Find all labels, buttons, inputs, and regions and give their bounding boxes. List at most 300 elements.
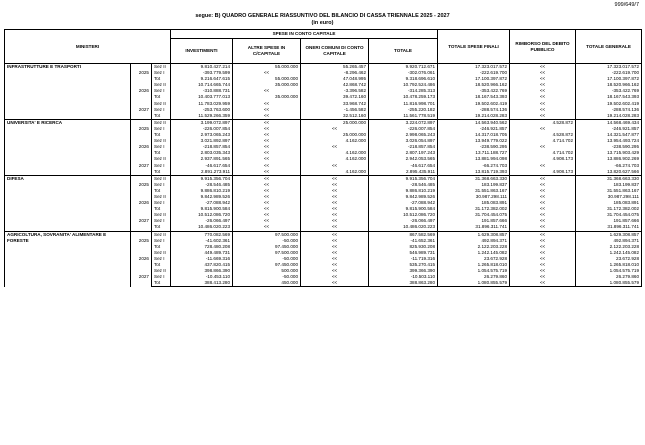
altre-spese-cell: 450.000: [233, 280, 301, 287]
oneri-comuni-cell: -8.296.462: [301, 70, 369, 76]
rimborso-debito-cell: <<: [510, 88, 576, 94]
row-label: Sez I: [152, 163, 171, 169]
rimborso-debito-cell: <<: [510, 82, 576, 88]
totale-generale-cell: 31.896.311.741: [576, 224, 642, 231]
totale-spese-finali-cell: 26.279.860: [438, 274, 510, 280]
altre-spese-cell: <<: [233, 138, 301, 144]
altre-spese-cell: <<: [233, 218, 301, 224]
oneri-comuni-cell: 25.000.000: [301, 132, 369, 138]
totale-generale-cell: 13.886.902.269: [576, 156, 642, 162]
oneri-comuni-cell: -1.456.582: [301, 107, 369, 113]
totale-cell: 11.561.778.519: [369, 113, 438, 120]
oneri-comuni-cell: <<: [301, 163, 369, 169]
ministry-name: AGRICOLTURA, SOVRANITA' ALIMENTARE E FORESTE: [5, 231, 131, 287]
year-cell: 2025: [131, 175, 152, 194]
totale-spese-finali-cell: 31.368.663.330: [438, 175, 510, 182]
row-label: Tot: [152, 224, 171, 231]
totale-spese-finali-cell: 1.629.308.857: [438, 231, 510, 238]
totale-spese-finali-cell: 17.100.397.872: [438, 76, 510, 82]
rimborso-debito-cell: 4.714.702: [510, 138, 576, 144]
totale-generale-cell: 185.083.891: [576, 200, 642, 206]
year-cell: 2026: [131, 82, 152, 100]
year-cell: 2027: [131, 156, 152, 175]
oneri-comuni-cell: 4.162.000: [301, 138, 369, 144]
oneri-comuni-cell: <<: [301, 206, 369, 212]
row-label: Sez II: [152, 156, 171, 162]
totale-spese-finali-cell: -222.619.700: [438, 70, 510, 76]
totale-spese-finali-cell: 19.214.028.283: [438, 113, 510, 120]
rimborso-debito-cell: <<: [510, 64, 576, 71]
totale-generale-cell: 13.954.493.724: [576, 138, 642, 144]
oneri-comuni-cell: <<: [301, 218, 369, 224]
totale-spese-finali-cell: 31.172.382.002: [438, 206, 510, 212]
investimenti-cell: 398.866.390: [171, 268, 233, 274]
table-row: [5, 119, 642, 126]
rimborso-debito-cell: <<: [510, 144, 576, 150]
ministry-name: INFRASTRUTTURE E TRASPORTI: [5, 64, 131, 120]
oneri-comuni-cell: <<: [301, 144, 369, 150]
totale-cell: 388.863.280: [369, 280, 438, 287]
totale-spese-finali-cell: 23.672.928: [438, 256, 510, 262]
title-line: segue: B) QUADRO GENERALE RIASSUNTIVO DEL BILANCIO DI CASSA TRIENNALE 2025 - 2027: [195, 13, 450, 19]
totale-spese-finali-cell: 30.987.298.111: [438, 194, 510, 200]
row-label: Tot: [152, 76, 171, 82]
totale-generale-cell: -246.921.857: [576, 126, 642, 132]
totale-generale-cell: 17.323.017.572: [576, 64, 642, 71]
table-row: [5, 231, 642, 238]
investimenti-cell: 449.489.731: [171, 250, 233, 256]
row-label: Tot: [152, 150, 171, 156]
totale-spese-finali-cell: -238.590.295: [438, 144, 510, 150]
oneri-comuni-cell: <<: [301, 194, 369, 200]
totale-spese-finali-cell: 14.317.018.705: [438, 132, 510, 138]
row-label: Tot: [152, 244, 171, 250]
rimborso-debito-cell: <<: [510, 244, 576, 250]
row-label: Sez I: [152, 274, 171, 280]
investimenti-cell: 11.783.029.959: [171, 101, 233, 107]
altre-spese-cell: <<: [233, 126, 301, 132]
altre-spese-cell: -50.000: [233, 274, 301, 280]
row-label: Sez II: [152, 119, 171, 126]
row-label: Tot: [152, 262, 171, 268]
rimborso-debito-cell: <<: [510, 280, 576, 287]
totale-generale-cell: 1.265.818.010: [576, 262, 642, 268]
year-cell: 2025: [131, 64, 152, 83]
altre-spese-cell: 55.000.000: [233, 76, 301, 82]
totale-generale-cell: -66.274.703: [576, 163, 642, 169]
totale-generale-cell: 13.820.627.566: [576, 169, 642, 176]
totale-cell: -26.066.497: [369, 218, 438, 224]
totale-generale-cell: 13.715.903.429: [576, 150, 642, 156]
rimborso-debito-cell: <<: [510, 200, 576, 206]
oneri-comuni-cell: <<: [301, 268, 369, 274]
rimborso-debito-cell: <<: [510, 224, 576, 231]
totale-spese-finali-cell: 185.083.891: [438, 200, 510, 206]
row-label: Sez I: [152, 182, 171, 188]
row-label: Sez I: [152, 218, 171, 224]
altre-spese-cell: <<: [233, 182, 301, 188]
row-label: Tot: [152, 206, 171, 212]
row-label: Sez I: [152, 144, 171, 150]
rimborso-debito-cell: <<: [510, 256, 576, 262]
header-totale-spese-finali: TOTALE SPESE FINALI: [438, 30, 510, 64]
altre-spese-cell: <<: [233, 88, 301, 94]
totale-spese-finali-cell: 13.949.779.022: [438, 138, 510, 144]
totale-generale-cell: 2.122.203.228: [576, 244, 642, 250]
oneri-comuni-cell: 4.162.000: [301, 150, 369, 156]
totale-spese-finali-cell: -66.274.703: [438, 163, 510, 169]
investimenti-cell: 9.886.810.219: [171, 188, 233, 194]
header-rimborso-debito: RIMBORSO DEL DEBITO PUBBLICO: [510, 30, 576, 64]
budget-table: [4, 29, 642, 287]
totale-cell: 2.895.435.911: [369, 169, 438, 176]
rimborso-debito-cell: <<: [510, 194, 576, 200]
year-cell: 2027: [131, 101, 152, 120]
rimborso-debito-cell: <<: [510, 94, 576, 100]
altre-spese-cell: 97.500.000: [233, 231, 301, 238]
totale-cell: 9.920.712.671: [369, 64, 438, 71]
rimborso-debito-cell: <<: [510, 268, 576, 274]
rimborso-debito-cell: <<: [510, 182, 576, 188]
oneri-comuni-cell: <<: [301, 224, 369, 231]
totale-generale-cell: 31.704.454.075: [576, 212, 642, 218]
investimenti-cell: 10.714.665.744: [171, 82, 233, 88]
row-label: Sez II: [152, 64, 171, 71]
totale-cell: -11.719.316: [369, 256, 438, 262]
totale-generale-cell: 17.100.397.872: [576, 76, 642, 82]
altre-spese-cell: 35.000.000: [233, 94, 301, 100]
altre-spese-cell: <<: [233, 150, 301, 156]
totale-cell: 399.366.390: [369, 268, 438, 274]
investimenti-cell: -226.007.854: [171, 126, 233, 132]
altre-spese-cell: <<: [233, 156, 301, 162]
oneri-comuni-cell: <<: [301, 280, 369, 287]
altre-spese-cell: <<: [233, 194, 301, 200]
altre-spese-cell: -50.000: [233, 238, 301, 244]
investimenti-cell: 9.842.989.526: [171, 194, 233, 200]
altre-spese-cell: <<: [233, 169, 301, 176]
rimborso-debito-cell: 4.528.872: [510, 119, 576, 126]
totale-spese-finali-cell: 1.242.145.082: [438, 250, 510, 256]
row-label: Sez I: [152, 126, 171, 132]
totale-cell: 3.224.072.897: [369, 119, 438, 126]
table-row: [5, 64, 642, 71]
investimenti-cell: -41.602.361: [171, 238, 233, 244]
row-label: Tot: [152, 188, 171, 194]
rimborso-debito-cell: <<: [510, 212, 576, 218]
totale-spese-finali-cell: -288.574.136: [438, 107, 510, 113]
rimborso-debito-cell: <<: [510, 107, 576, 113]
row-label: Sez II: [152, 212, 171, 218]
totale-cell: 535.270.415: [369, 262, 438, 268]
totale-generale-cell: 23.672.928: [576, 256, 642, 262]
title-unit: (in euro): [311, 20, 334, 26]
totale-spese-finali-cell: -353.422.769: [438, 88, 510, 94]
totale-spese-finali-cell: 17.323.017.572: [438, 64, 510, 71]
totale-cell: 9.815.900.584: [369, 206, 438, 212]
totale-cell: 546.989.731: [369, 250, 438, 256]
totale-cell: -226.007.854: [369, 126, 438, 132]
table-body: [5, 64, 642, 287]
rimborso-debito-cell: <<: [510, 231, 576, 238]
oneri-comuni-cell: <<: [301, 274, 369, 280]
totale-cell: 9.886.810.219: [369, 188, 438, 194]
investimenti-cell: 2.937.891.565: [171, 156, 233, 162]
row-label: Tot: [152, 113, 171, 120]
oneri-comuni-cell: 4.162.000: [301, 169, 369, 176]
oneri-comuni-cell: 55.265.457: [301, 64, 369, 71]
rimborso-debito-cell: 4.528.872: [510, 132, 576, 138]
totale-generale-cell: 19.214.028.283: [576, 113, 642, 120]
oneri-comuni-cell: 33.968.742: [301, 101, 369, 107]
oneri-comuni-cell: <<: [301, 244, 369, 250]
row-label: Tot: [152, 280, 171, 287]
altre-spese-cell: <<: [233, 163, 301, 169]
investimenti-cell: 9.915.356.704: [171, 175, 233, 182]
rimborso-debito-cell: <<: [510, 218, 576, 224]
rimborso-debito-cell: <<: [510, 101, 576, 107]
totale-spese-finali-cell: 1.080.855.579: [438, 280, 510, 287]
investimenti-cell: -393.779.599: [171, 70, 233, 76]
totale-generale-cell: 26.279.860: [576, 274, 642, 280]
totale-cell: 11.816.998.701: [369, 101, 438, 107]
altre-spese-cell: <<: [233, 101, 301, 107]
header-ministeri: MINISTERI: [5, 30, 171, 64]
rimborso-debito-cell: <<: [510, 76, 576, 82]
totale-spese-finali-cell: 18.520.966.162: [438, 82, 510, 88]
investimenti-cell: -27.088.942: [171, 200, 233, 206]
row-label: Tot: [152, 132, 171, 138]
altre-spese-cell: <<: [233, 175, 301, 182]
totale-cell: 9.915.356.704: [369, 175, 438, 182]
totale-cell: 2.942.053.565: [369, 156, 438, 162]
oneri-comuni-cell: <<: [301, 182, 369, 188]
investimenti-cell: 10.486.020.223: [171, 224, 233, 231]
totale-cell: -314.285.313: [369, 88, 438, 94]
oneri-comuni-cell: <<: [301, 250, 369, 256]
totale-generale-cell: 14.568.469.434: [576, 119, 642, 126]
totale-cell: 9.318.696.610: [369, 76, 438, 82]
rimborso-debito-cell: <<: [510, 113, 576, 120]
altre-spese-cell: <<: [233, 224, 301, 231]
totale-spese-finali-cell: 13.881.994.098: [438, 156, 510, 162]
investimenti-cell: 770.082.569: [171, 231, 233, 238]
totale-spese-finali-cell: 1.054.575.719: [438, 268, 510, 274]
altre-spese-cell: 55.000.000: [233, 64, 301, 71]
ministry-name: UNIVERSITA' E RICERCA: [5, 119, 131, 175]
totale-cell: 9.842.989.526: [369, 194, 438, 200]
totale-cell: -41.652.361: [369, 238, 438, 244]
header-oneri-comuni: ONERI COMUNI DI CONTO CAPITALE: [301, 39, 369, 64]
totale-generale-cell: 18.167.543.393: [576, 94, 642, 100]
row-label: Tot: [152, 169, 171, 176]
totale-generale-cell: 1.080.855.579: [576, 280, 642, 287]
rimborso-debito-cell: <<: [510, 262, 576, 268]
year-cell: 2025: [131, 119, 152, 138]
oneri-comuni-cell: <<: [301, 200, 369, 206]
altre-spese-cell: <<: [233, 206, 301, 212]
altre-spese-cell: <<: [233, 132, 301, 138]
totale-generale-cell: -238.590.295: [576, 144, 642, 150]
row-label: Sez II: [152, 82, 171, 88]
investimenti-cell: 388.413.280: [171, 280, 233, 287]
totale-cell: 10.486.020.223: [369, 224, 438, 231]
year-cell: 2026: [131, 138, 152, 156]
totale-spese-finali-cell: 1.265.818.010: [438, 262, 510, 268]
investimenti-cell: 3.021.892.897: [171, 138, 233, 144]
oneri-comuni-cell: <<: [301, 256, 369, 262]
altre-spese-cell: <<: [233, 200, 301, 206]
totale-cell: -28.546.485: [369, 182, 438, 188]
rimborso-debito-cell: <<: [510, 250, 576, 256]
rimborso-debito-cell: <<: [510, 163, 576, 169]
row-label: Sez II: [152, 268, 171, 274]
totale-spese-finali-cell: 31.704.454.075: [438, 212, 510, 218]
altre-spese-cell: <<: [233, 144, 301, 150]
totale-generale-cell: -222.619.700: [576, 70, 642, 76]
totale-cell: 825.930.208: [369, 244, 438, 250]
oneri-comuni-cell: <<: [301, 175, 369, 182]
row-label: Sez I: [152, 238, 171, 244]
totale-generale-cell: 1.054.575.719: [576, 268, 642, 274]
rimborso-debito-cell: <<: [510, 175, 576, 182]
row-label: Sez II: [152, 175, 171, 182]
oneri-comuni-cell: <<: [301, 188, 369, 194]
totale-cell: 2.998.065.243: [369, 132, 438, 138]
row-label: Sez II: [152, 250, 171, 256]
altre-spese-cell: 97.500.000: [233, 250, 301, 256]
altre-spese-cell: <<: [233, 113, 301, 120]
investimenti-cell: 2.803.035.343: [171, 150, 233, 156]
oneri-comuni-cell: <<: [301, 231, 369, 238]
altre-spese-cell: <<: [233, 188, 301, 194]
totale-spese-finali-cell: 191.857.666: [438, 218, 510, 224]
oneri-comuni-cell: 42.868.742: [301, 82, 369, 88]
table-row: [5, 175, 642, 182]
totale-generale-cell: 183.199.837: [576, 182, 642, 188]
investimenti-cell: 728.480.208: [171, 244, 233, 250]
altre-spese-cell: <<: [233, 70, 301, 76]
totale-spese-finali-cell: 31.896.311.741: [438, 224, 510, 231]
totale-generale-cell: 18.520.966.162: [576, 82, 642, 88]
totale-cell: -10.503.110: [369, 274, 438, 280]
oneri-comuni-cell: -3.396.582: [301, 88, 369, 94]
row-label: Sez I: [152, 200, 171, 206]
altre-spese-cell: 35.000.000: [233, 82, 301, 88]
altre-spese-cell: 97.450.000: [233, 262, 301, 268]
year-cell: 2026: [131, 250, 152, 268]
totale-generale-cell: 31.172.382.002: [576, 206, 642, 212]
altre-spese-cell: -50.000: [233, 256, 301, 262]
row-label: Sez I: [152, 107, 171, 113]
totale-spese-finali-cell: 13.711.188.727: [438, 150, 510, 156]
totale-cell: 10.478.259.173: [369, 94, 438, 100]
row-label: Sez I: [152, 256, 171, 262]
rimborso-debito-cell: <<: [510, 238, 576, 244]
totale-generale-cell: 492.894.371: [576, 238, 642, 244]
totale-generale-cell: -353.422.769: [576, 88, 642, 94]
year-cell: 2027: [131, 268, 152, 287]
row-label: Sez I: [152, 70, 171, 76]
investimenti-cell: -10.453.110: [171, 274, 233, 280]
rimborso-debito-cell: 4.908.173: [510, 156, 576, 162]
altre-spese-cell: <<: [233, 119, 301, 126]
totale-generale-cell: 1.629.308.857: [576, 231, 642, 238]
totale-spese-finali-cell: 19.502.602.419: [438, 101, 510, 107]
investimenti-cell: 3.199.072.897: [171, 119, 233, 126]
investimenti-cell: 9.216.647.615: [171, 76, 233, 82]
altre-spese-cell: 500.000: [233, 268, 301, 274]
page-number: 999/649/7: [614, 2, 639, 8]
totale-cell: -255.220.182: [369, 107, 438, 113]
rimborso-debito-cell: 4.908.173: [510, 169, 576, 176]
header-investimenti: INVESTIMENTI: [171, 39, 233, 64]
totale-generale-cell: 191.857.666: [576, 218, 642, 224]
rimborso-debito-cell: <<: [510, 70, 576, 76]
row-label: Sez II: [152, 138, 171, 144]
rimborso-debito-cell: <<: [510, 188, 576, 194]
totale-generale-cell: 19.502.602.419: [576, 101, 642, 107]
altre-spese-cell: 97.450.000: [233, 244, 301, 250]
totale-generale-cell: 31.551.863.167: [576, 188, 642, 194]
altre-spese-cell: <<: [233, 107, 301, 113]
rimborso-debito-cell: 4.714.702: [510, 150, 576, 156]
investimenti-cell: 2.973.065.243: [171, 132, 233, 138]
investimenti-cell: 437.820.415: [171, 262, 233, 268]
totale-cell: 2.807.197.243: [369, 150, 438, 156]
oneri-comuni-cell: 47.048.995: [301, 76, 369, 82]
oneri-comuni-cell: <<: [301, 126, 369, 132]
totale-generale-cell: -288.574.136: [576, 107, 642, 113]
altre-spese-cell: <<: [233, 212, 301, 218]
investimenti-cell: 9.810.427.214: [171, 64, 233, 71]
header-totale-generale: TOTALE GENERALE: [576, 30, 642, 64]
investimenti-cell: 10.403.777.013: [171, 94, 233, 100]
row-label: Sez II: [152, 194, 171, 200]
oneri-comuni-cell: <<: [301, 212, 369, 218]
totale-spese-finali-cell: 2.122.203.228: [438, 244, 510, 250]
rimborso-debito-cell: <<: [510, 126, 576, 132]
totale-cell: -218.857.854: [369, 144, 438, 150]
document-title: [0, 13, 645, 27]
oneri-comuni-cell: <<: [301, 238, 369, 244]
investimenti-cell: -218.857.854: [171, 144, 233, 150]
totale-spese-finali-cell: 14.563.940.562: [438, 119, 510, 126]
totale-cell: 867.582.569: [369, 231, 438, 238]
totale-spese-finali-cell: -246.921.857: [438, 126, 510, 132]
investimenti-cell: -46.617.654: [171, 163, 233, 169]
investimenti-cell: -253.763.600: [171, 107, 233, 113]
investimenti-cell: -26.066.497: [171, 218, 233, 224]
oneri-comuni-cell: 39.472.160: [301, 94, 369, 100]
row-label: Sez II: [152, 231, 171, 238]
header-altre-spese: ALTRE SPESE IN C/CAPITALE: [233, 39, 301, 64]
totale-generale-cell: 30.987.298.111: [576, 194, 642, 200]
ministry-name: DIFESA: [5, 175, 131, 231]
investimenti-cell: -310.888.731: [171, 88, 233, 94]
totale-cell: 3.026.054.897: [369, 138, 438, 144]
totale-spese-finali-cell: 18.167.543.393: [438, 94, 510, 100]
rimborso-debito-cell: <<: [510, 206, 576, 212]
totale-cell: -302.076.061: [369, 70, 438, 76]
totale-generale-cell: 14.321.547.877: [576, 132, 642, 138]
totale-generale-cell: 31.368.663.330: [576, 175, 642, 182]
header-totale: TOTALE: [369, 39, 438, 64]
year-cell: 2026: [131, 194, 152, 212]
investimenti-cell: -28.546.485: [171, 182, 233, 188]
totale-cell: 10.792.524.486: [369, 82, 438, 88]
oneri-comuni-cell: <<: [301, 262, 369, 268]
